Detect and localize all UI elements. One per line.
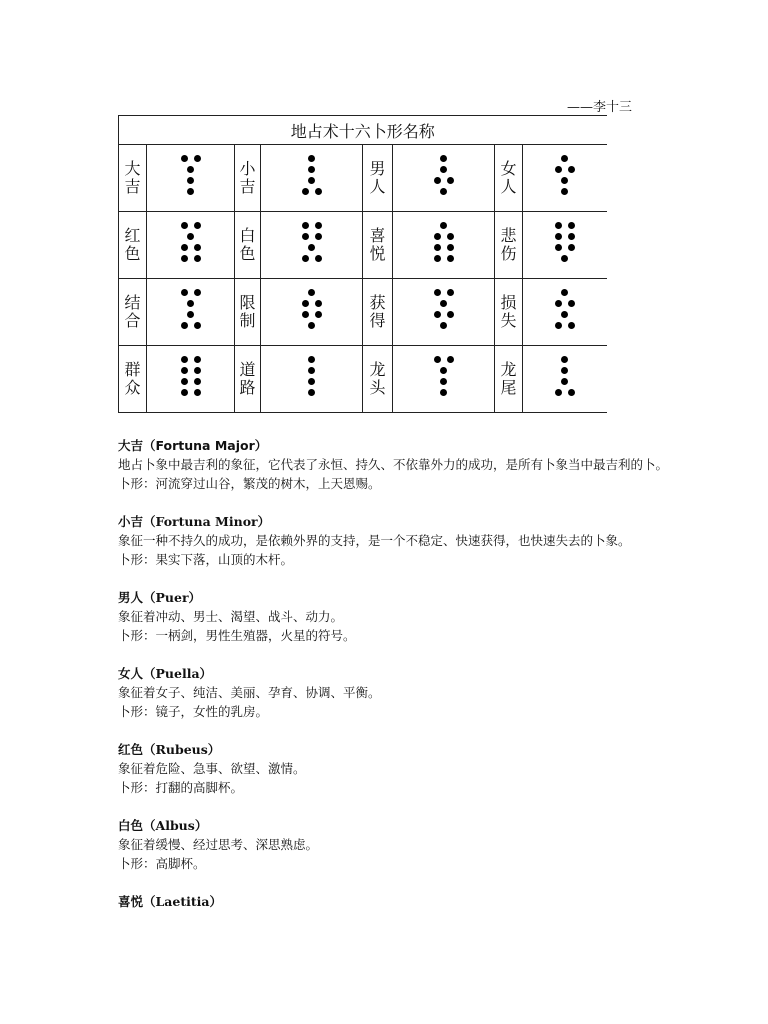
- figure-name-char: 悦: [369, 244, 386, 263]
- figure-dots-cell: [261, 145, 363, 212]
- dot-mark: [315, 300, 322, 307]
- dot-mark: [440, 322, 447, 329]
- figure-dots-cell: [147, 279, 235, 346]
- entry-line: 象征着缓慢、经过思考、深思熟虑。: [118, 837, 319, 852]
- entry-heading: 大吉（Fortuna Major）: [118, 438, 268, 453]
- dot-mark: [308, 378, 315, 385]
- dot-mark: [568, 222, 575, 229]
- dot-mark: [434, 233, 441, 240]
- geomantic-figure: [431, 153, 457, 199]
- dot-mark: [440, 188, 447, 195]
- dot-mark: [447, 233, 454, 240]
- figure-name-cell: [235, 212, 261, 279]
- geomantic-figure: [178, 220, 204, 266]
- figure-entry: [118, 588, 678, 645]
- figure-name-char: 男: [369, 159, 386, 178]
- dot-mark: [302, 300, 309, 307]
- dot-mark: [181, 367, 188, 374]
- dot-mark: [194, 322, 201, 329]
- geomantic-figure: [178, 354, 204, 400]
- dot-mark: [181, 244, 188, 251]
- dot-mark: [561, 255, 568, 262]
- geomantic-figure: [431, 287, 457, 333]
- dot-mark: [194, 356, 201, 363]
- entry-heading: 喜悦（Laetitia）: [118, 894, 222, 909]
- figure-dots-cell: [393, 279, 495, 346]
- figure-name-cell: [235, 346, 261, 413]
- dot-mark: [561, 356, 568, 363]
- dot-mark: [181, 356, 188, 363]
- figure-entry: [118, 512, 678, 569]
- dot-mark: [561, 289, 568, 296]
- figure-name-cell: [495, 346, 523, 413]
- figure-name-char: 喜: [369, 226, 386, 245]
- dot-mark: [187, 311, 194, 318]
- dot-mark: [447, 289, 454, 296]
- figure-name-cell: [495, 145, 523, 212]
- figure-name-cell: [495, 212, 523, 279]
- dot-mark: [568, 300, 575, 307]
- figure-name-char: 结: [124, 293, 141, 312]
- figure-name-char: 头: [369, 378, 386, 397]
- entry-line: 象征着女子、纯洁、美丽、孕育、协调、平衡。: [118, 685, 381, 700]
- figure-name-cell: [119, 212, 147, 279]
- figure-name-char: 色: [239, 244, 256, 263]
- dot-mark: [194, 255, 201, 262]
- table-row: [119, 212, 607, 279]
- table-row: [119, 346, 607, 413]
- figure-name-char: 吉: [124, 177, 141, 196]
- dot-mark: [561, 155, 568, 162]
- table-title: 地占术十六卜形名称: [119, 116, 607, 145]
- geomancy-figures-table: [118, 115, 607, 413]
- entry-line: 地占卜象中最吉利的象征，它代表了永恒、持久、不依靠外力的成功，是所有卜象当中最吉利的卜。: [118, 457, 669, 472]
- figure-name-char: 大: [124, 159, 141, 178]
- figure-name-cell: [119, 346, 147, 413]
- figure-name-char: 限: [239, 293, 256, 312]
- geomantic-figure: [552, 287, 578, 333]
- dot-mark: [568, 322, 575, 329]
- dot-mark: [447, 244, 454, 251]
- entry-heading: 白色（Albus）: [118, 818, 208, 833]
- dot-mark: [447, 311, 454, 318]
- figure-dots-cell: [147, 212, 235, 279]
- dot-mark: [555, 300, 562, 307]
- table-row: [119, 145, 607, 212]
- dot-mark: [561, 311, 568, 318]
- dot-mark: [434, 289, 441, 296]
- dot-mark: [561, 378, 568, 385]
- figure-dots-cell: [523, 212, 607, 279]
- dot-mark: [555, 222, 562, 229]
- figure-name-char: 人: [500, 177, 517, 196]
- figure-name-char: 人: [369, 177, 386, 196]
- geomantic-figure: [178, 153, 204, 199]
- figure-name-char: 小: [239, 159, 256, 178]
- dot-mark: [181, 322, 188, 329]
- dot-mark: [447, 255, 454, 262]
- figure-name-char: 失: [500, 311, 517, 330]
- figure-entry: [118, 740, 678, 797]
- figure-name-char: 色: [124, 244, 141, 263]
- figure-name-cell: [363, 212, 393, 279]
- figure-name-char: 尾: [500, 378, 517, 397]
- dot-mark: [308, 356, 315, 363]
- figure-name-char: 龙: [369, 360, 386, 379]
- figure-name-char: 众: [124, 378, 141, 397]
- dot-mark: [555, 322, 562, 329]
- dot-mark: [194, 367, 201, 374]
- figure-name-char: 吉: [239, 177, 256, 196]
- geomantic-figure: [299, 220, 325, 266]
- dot-mark: [194, 155, 201, 162]
- dot-mark: [315, 255, 322, 262]
- figure-name-cell: [495, 279, 523, 346]
- dot-mark: [308, 155, 315, 162]
- figure-name-char: 道: [239, 360, 256, 379]
- dot-mark: [568, 166, 575, 173]
- dot-mark: [302, 255, 309, 262]
- figure-name-char: 路: [239, 378, 256, 397]
- dot-mark: [440, 389, 447, 396]
- figure-dots-cell: [523, 145, 607, 212]
- dot-mark: [561, 367, 568, 374]
- dot-mark: [568, 389, 575, 396]
- figure-name-cell: [363, 279, 393, 346]
- geomantic-figure: [552, 153, 578, 199]
- entry-heading: 小吉（Fortuna Minor）: [118, 514, 271, 529]
- dot-mark: [181, 389, 188, 396]
- figure-entry: [118, 436, 678, 493]
- entry-line: 卜形：高脚杯。: [118, 856, 206, 871]
- figure-dots-cell: [393, 212, 495, 279]
- dot-mark: [434, 356, 441, 363]
- figure-name-char: 悲: [500, 226, 517, 245]
- dot-mark: [181, 289, 188, 296]
- dot-mark: [440, 378, 447, 385]
- figure-name-cell: [119, 279, 147, 346]
- figure-name-char: 制: [239, 311, 256, 330]
- dot-mark: [308, 244, 315, 251]
- dot-mark: [187, 233, 194, 240]
- figure-entry: [118, 892, 678, 911]
- dot-mark: [555, 389, 562, 396]
- geomantic-figure: [299, 354, 325, 400]
- dot-mark: [194, 222, 201, 229]
- dot-mark: [434, 244, 441, 251]
- dot-mark: [440, 222, 447, 229]
- figure-entry: [118, 816, 678, 873]
- dot-mark: [181, 255, 188, 262]
- figure-dots-cell: [147, 145, 235, 212]
- dot-mark: [181, 222, 188, 229]
- entry-heading: 女人（Puella）: [118, 666, 213, 681]
- dot-mark: [302, 233, 309, 240]
- dot-mark: [555, 166, 562, 173]
- dot-mark: [315, 233, 322, 240]
- figure-name-char: 伤: [500, 244, 517, 263]
- entry-line: 象征着冲动、男士、渴望、战斗、动力。: [118, 609, 344, 624]
- dot-mark: [187, 188, 194, 195]
- figure-name-char: 获: [369, 293, 386, 312]
- figure-dots-cell: [393, 145, 495, 212]
- dot-mark: [440, 300, 447, 307]
- dot-mark: [302, 188, 309, 195]
- dot-mark: [434, 311, 441, 318]
- figure-name-cell: [235, 279, 261, 346]
- figure-dots-cell: [261, 279, 363, 346]
- dot-mark: [308, 166, 315, 173]
- dot-mark: [568, 233, 575, 240]
- dot-mark: [315, 188, 322, 195]
- geomantic-figure: [178, 287, 204, 333]
- entry-line: 卜形：果实下落，山顶的木杆。: [118, 552, 294, 567]
- figure-dots-cell: [393, 346, 495, 413]
- figure-dots-cell: [261, 346, 363, 413]
- entry-line: 卜形：镜子，女性的乳房。: [118, 704, 269, 719]
- entry-heading: 红色（Rubeus）: [118, 742, 221, 757]
- dot-mark: [181, 378, 188, 385]
- dot-mark: [308, 389, 315, 396]
- dot-mark: [308, 367, 315, 374]
- geomantic-figure: [552, 354, 578, 400]
- figure-entry: [118, 664, 678, 721]
- dot-mark: [194, 378, 201, 385]
- entry-line: 卜形：打翻的高脚杯。: [118, 780, 244, 795]
- geomantic-figure: [431, 354, 457, 400]
- dot-mark: [434, 177, 441, 184]
- figure-name-char: 女: [500, 159, 517, 178]
- dot-mark: [447, 177, 454, 184]
- figure-name-cell: [363, 145, 393, 212]
- figure-name-char: 得: [369, 311, 386, 330]
- figure-name-cell: [235, 145, 261, 212]
- dot-mark: [440, 155, 447, 162]
- dot-mark: [568, 244, 575, 251]
- dot-mark: [308, 322, 315, 329]
- figure-name-char: 白: [239, 226, 256, 245]
- dot-mark: [194, 289, 201, 296]
- figure-name-cell: [363, 346, 393, 413]
- dot-mark: [187, 177, 194, 184]
- figure-name-char: 合: [124, 311, 141, 330]
- dot-mark: [561, 177, 568, 184]
- figure-dots-cell: [523, 346, 607, 413]
- entry-heading: 男人（Puer）: [118, 590, 202, 605]
- geomantic-figure: [299, 287, 325, 333]
- figure-dots-cell: [261, 212, 363, 279]
- dot-mark: [315, 222, 322, 229]
- figure-name-cell: [119, 145, 147, 212]
- dot-mark: [555, 244, 562, 251]
- dot-mark: [302, 311, 309, 318]
- entry-line: 卜形：河流穿过山谷，繁茂的树木，上天恩赐。: [118, 476, 381, 491]
- figure-dots-cell: [147, 346, 235, 413]
- author-line: ——李十三: [566, 100, 632, 115]
- dot-mark: [187, 300, 194, 307]
- dot-mark: [308, 177, 315, 184]
- figure-descriptions: [118, 436, 678, 930]
- geomantic-figure: [299, 153, 325, 199]
- entry-line: 象征着危险、急事、欲望、激情。: [118, 761, 306, 776]
- entry-line: 象征一种不持久的成功，是依赖外界的支持，是一个不稳定、快速获得，也快速失去的卜象。: [118, 533, 631, 548]
- dot-mark: [187, 166, 194, 173]
- figure-name-char: 群: [124, 360, 141, 379]
- dot-mark: [315, 311, 322, 318]
- entry-line: 卜形：一柄剑，男性生殖器，火星的符号。: [118, 628, 356, 643]
- dot-mark: [302, 222, 309, 229]
- dot-mark: [555, 233, 562, 240]
- dot-mark: [434, 255, 441, 262]
- dot-mark: [440, 367, 447, 374]
- dot-mark: [447, 356, 454, 363]
- dot-mark: [440, 166, 447, 173]
- figure-name-char: 损: [500, 293, 517, 312]
- figure-name-char: 龙: [500, 360, 517, 379]
- dot-mark: [194, 389, 201, 396]
- dot-mark: [308, 289, 315, 296]
- figure-name-char: 红: [124, 226, 141, 245]
- geomantic-figure: [552, 220, 578, 266]
- figure-dots-cell: [523, 279, 607, 346]
- dot-mark: [561, 188, 568, 195]
- dot-mark: [181, 155, 188, 162]
- dot-mark: [194, 244, 201, 251]
- geomantic-figure: [431, 220, 457, 266]
- table-row: [119, 279, 607, 346]
